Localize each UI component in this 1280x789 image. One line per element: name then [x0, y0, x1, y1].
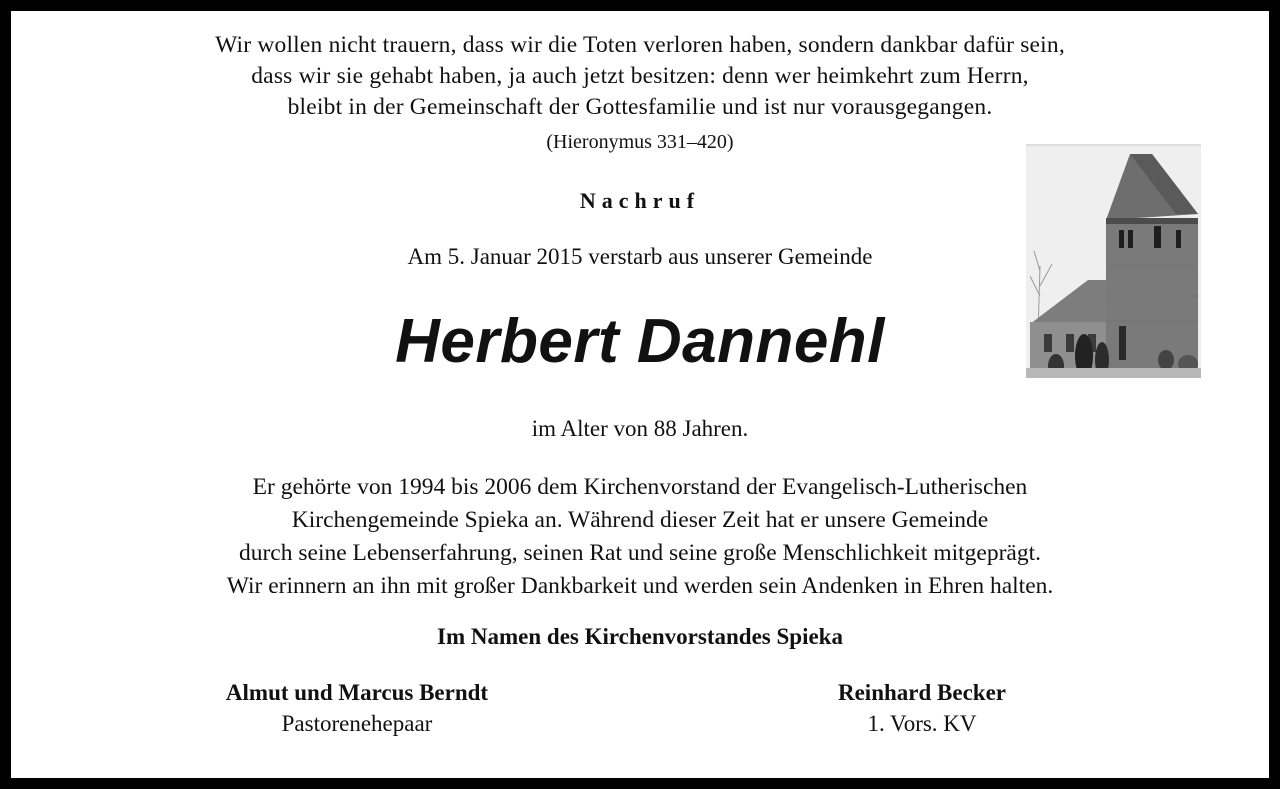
bible-quote: [0, 30, 1280, 123]
signature-name: Almut und Marcus Berndt: [225, 680, 489, 705]
quote-line: bleibt in der Gemeinschaft der Gottesfamilie und ist nur vorausgegangen.: [287, 94, 993, 120]
quote-source: (Hieronymus 331–420): [546, 131, 734, 153]
body-line: Er gehörte von 1994 bis 2006 dem Kirchenvorstand der Evangelisch-Lutherischen: [252, 474, 1028, 500]
age-line: im Alter von 88 Jahren.: [531, 416, 749, 441]
body-line: Kirchengemeinde Spieka an. Während dieser Zeit hat er unsere Gemeinde: [291, 507, 989, 533]
church-photo: [1026, 144, 1201, 378]
signature-left: [157, 677, 557, 739]
body-line: Wir erinnern an ihn mit großer Dankbarkeit und werden sein Andenken in Ehren halten.: [226, 573, 1054, 599]
announcement: Am 5. Januar 2015 verstarb aus unserer Gemeinde: [407, 244, 873, 269]
body-line: durch seine Lebenserfahrung, seinen Rat und seine große Menschlichkeit mitgeprägt.: [238, 540, 1041, 566]
signature-right: [722, 677, 1122, 739]
heading: Nachruf: [579, 188, 701, 213]
signature-name: Reinhard Becker: [837, 680, 1006, 705]
signature-role: 1. Vors. KV: [867, 711, 977, 736]
church-icon: [1026, 146, 1201, 378]
deceased-name: Herbert Dannehl: [395, 307, 885, 376]
quote-line: Wir wollen nicht trauern, dass wir die Toten verloren haben, sondern dankbar dafür sein,: [215, 32, 1065, 58]
on-behalf-line: Im Namen des Kirchenvorstandes Spieka: [437, 624, 843, 649]
signature-role: Pastorenehepaar: [281, 711, 433, 736]
obituary-body: [0, 471, 1280, 603]
quote-line: dass wir sie gehabt haben, ja auch jetzt besitzen: denn wer heimkehrt zum Herrn,: [251, 63, 1029, 89]
